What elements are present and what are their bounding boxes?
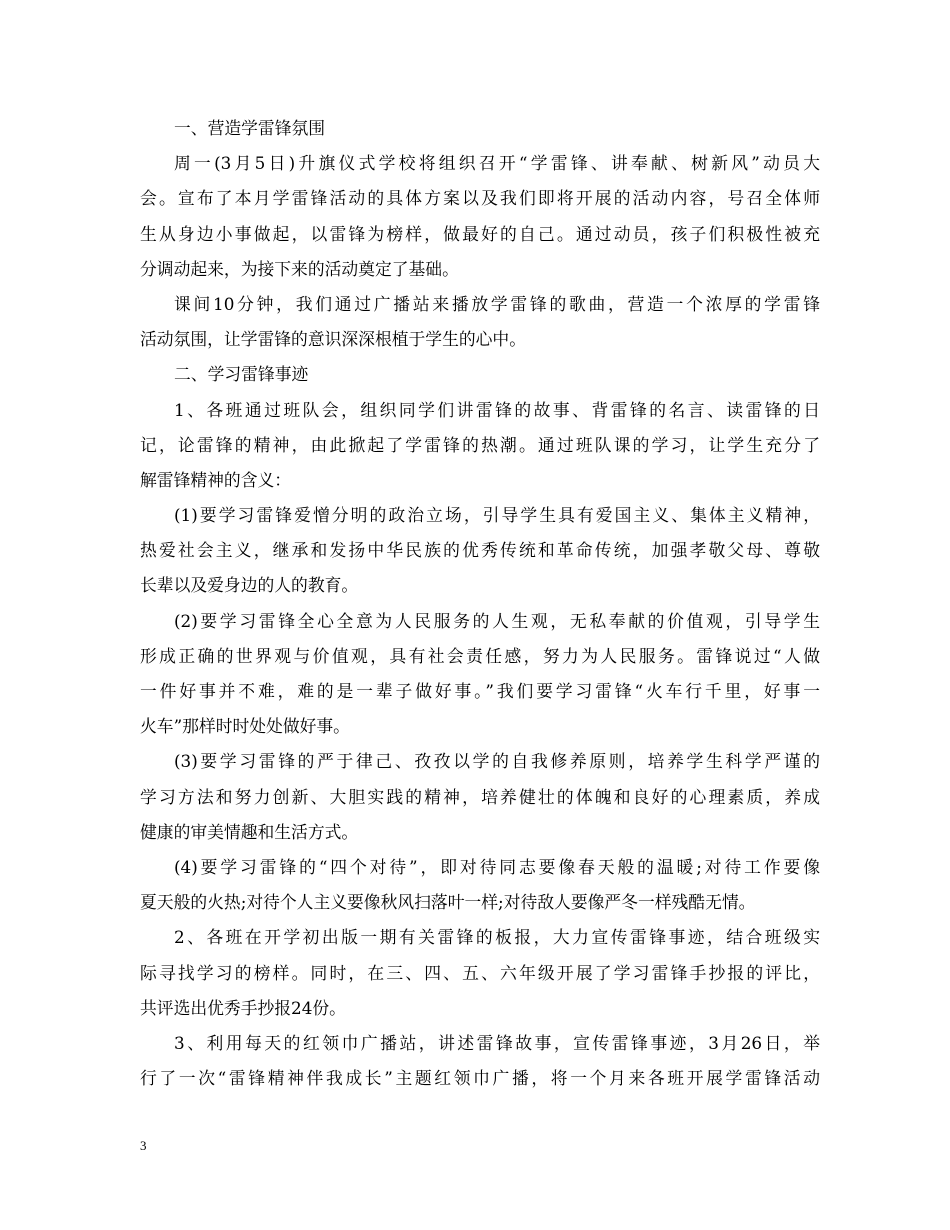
paragraph-line: 形成正确的世界观与价值观，具有社会责任感，努力为人民服务。雷锋说过“人做 [140,645,820,666]
page-number: 3 [140,1138,147,1153]
paragraph-line: (2)要学习雷锋全心全意为人民服务的人生观，无私奉献的价值观，引导学生 [174,610,820,631]
section-heading: 一、营造学雷锋氛围 [174,118,326,138]
paragraph-line: 课间10分钟，我们通过广播站来播放学雷锋的歌曲，营造一个浓厚的学雷锋 [174,293,820,314]
paragraph-line: (4)要学习雷锋的“四个对待”，即对待同志要像春天般的温暖;对待工作要像 [174,856,820,877]
paragraph-line: 长辈以及爱身边的人的教育。 [140,575,359,596]
paragraph-line: 记，论雷锋的精神，由此掀起了学雷锋的热潮。通过班队课的学习，让学生充分了 [140,434,820,455]
paragraph-line: 周一(3月5日)升旗仪式学校将组织召开“学雷锋、讲奉献、树新风”动员大 [174,153,820,174]
paragraph-line: 热爱社会主义，继承和发扬中华民族的优秀传统和革命传统，加强孝敬父母、尊敬 [140,540,820,561]
paragraph-line: 会。宣布了本月学雷锋活动的具体方案以及我们即将开展的活动内容，号召全体师 [140,188,820,209]
paragraph-line: (3)要学习雷锋的严于律己、孜孜以学的自我修养原则，培养学生科学严谨的 [174,751,820,772]
paragraph-line: 分调动起来，为接下来的活动奠定了基础。 [140,258,459,279]
paragraph-line: 1、各班通过班队会，组织同学们讲雷锋的故事、背雷锋的名言、读雷锋的日 [174,399,820,420]
paragraph-line: 解雷锋精神的含义： [140,469,292,490]
document-body [140,111,820,1096]
paragraph-line: 共评选出优秀手抄报24份。 [140,997,346,1018]
paragraph-line: 3、利用每天的红领巾广播站，讲述雷锋故事，宣传雷锋事迹，3月26日，举 [174,1032,820,1053]
paragraph-line: 2、各班在开学初出版一期有关雷锋的板报，大力宣传雷锋事迹，结合班级实 [174,927,820,948]
paragraph-line: 夏天般的火热;对待个人主义要像秋风扫落叶一样;对待敌人要像严冬一样残酷无情。 [140,892,756,913]
paragraph-line: (1)要学习雷锋爱憎分明的政治立场，引导学生具有爱国主义、集体主义精神， [174,505,820,526]
section-heading: 二、学习雷锋事迹 [174,364,309,385]
paragraph-line: 生从身边小事做起，以雷锋为榜样，做最好的自己。通过动员，孩子们积极性被充 [140,223,820,244]
paragraph-line: 活动氛围，让学雷锋的意识深深根植于学生的心中。 [140,329,526,350]
paragraph-line: 一件好事并不难，难的是一辈子做好事。”我们要学习雷锋“火车行千里，好事一 [140,681,820,701]
paragraph-line: 际寻找学习的榜样。同时，在三、四、五、六年级开展了学习雷锋手抄报的评比， [140,962,820,983]
paragraph-line: 行了一次“雷锋精神伴我成长”主题红领巾广播，将一个月来各班开展学雷锋活动 [140,1068,820,1089]
paragraph-line: 火车”那样时时处处做好事。 [140,716,350,737]
paragraph-line: 健康的审美情趣和生活方式。 [140,821,359,842]
paragraph-line: 学习方法和努力创新、大胆实践的精神，培养健壮的体魄和良好的心理素质，养成 [140,786,820,807]
